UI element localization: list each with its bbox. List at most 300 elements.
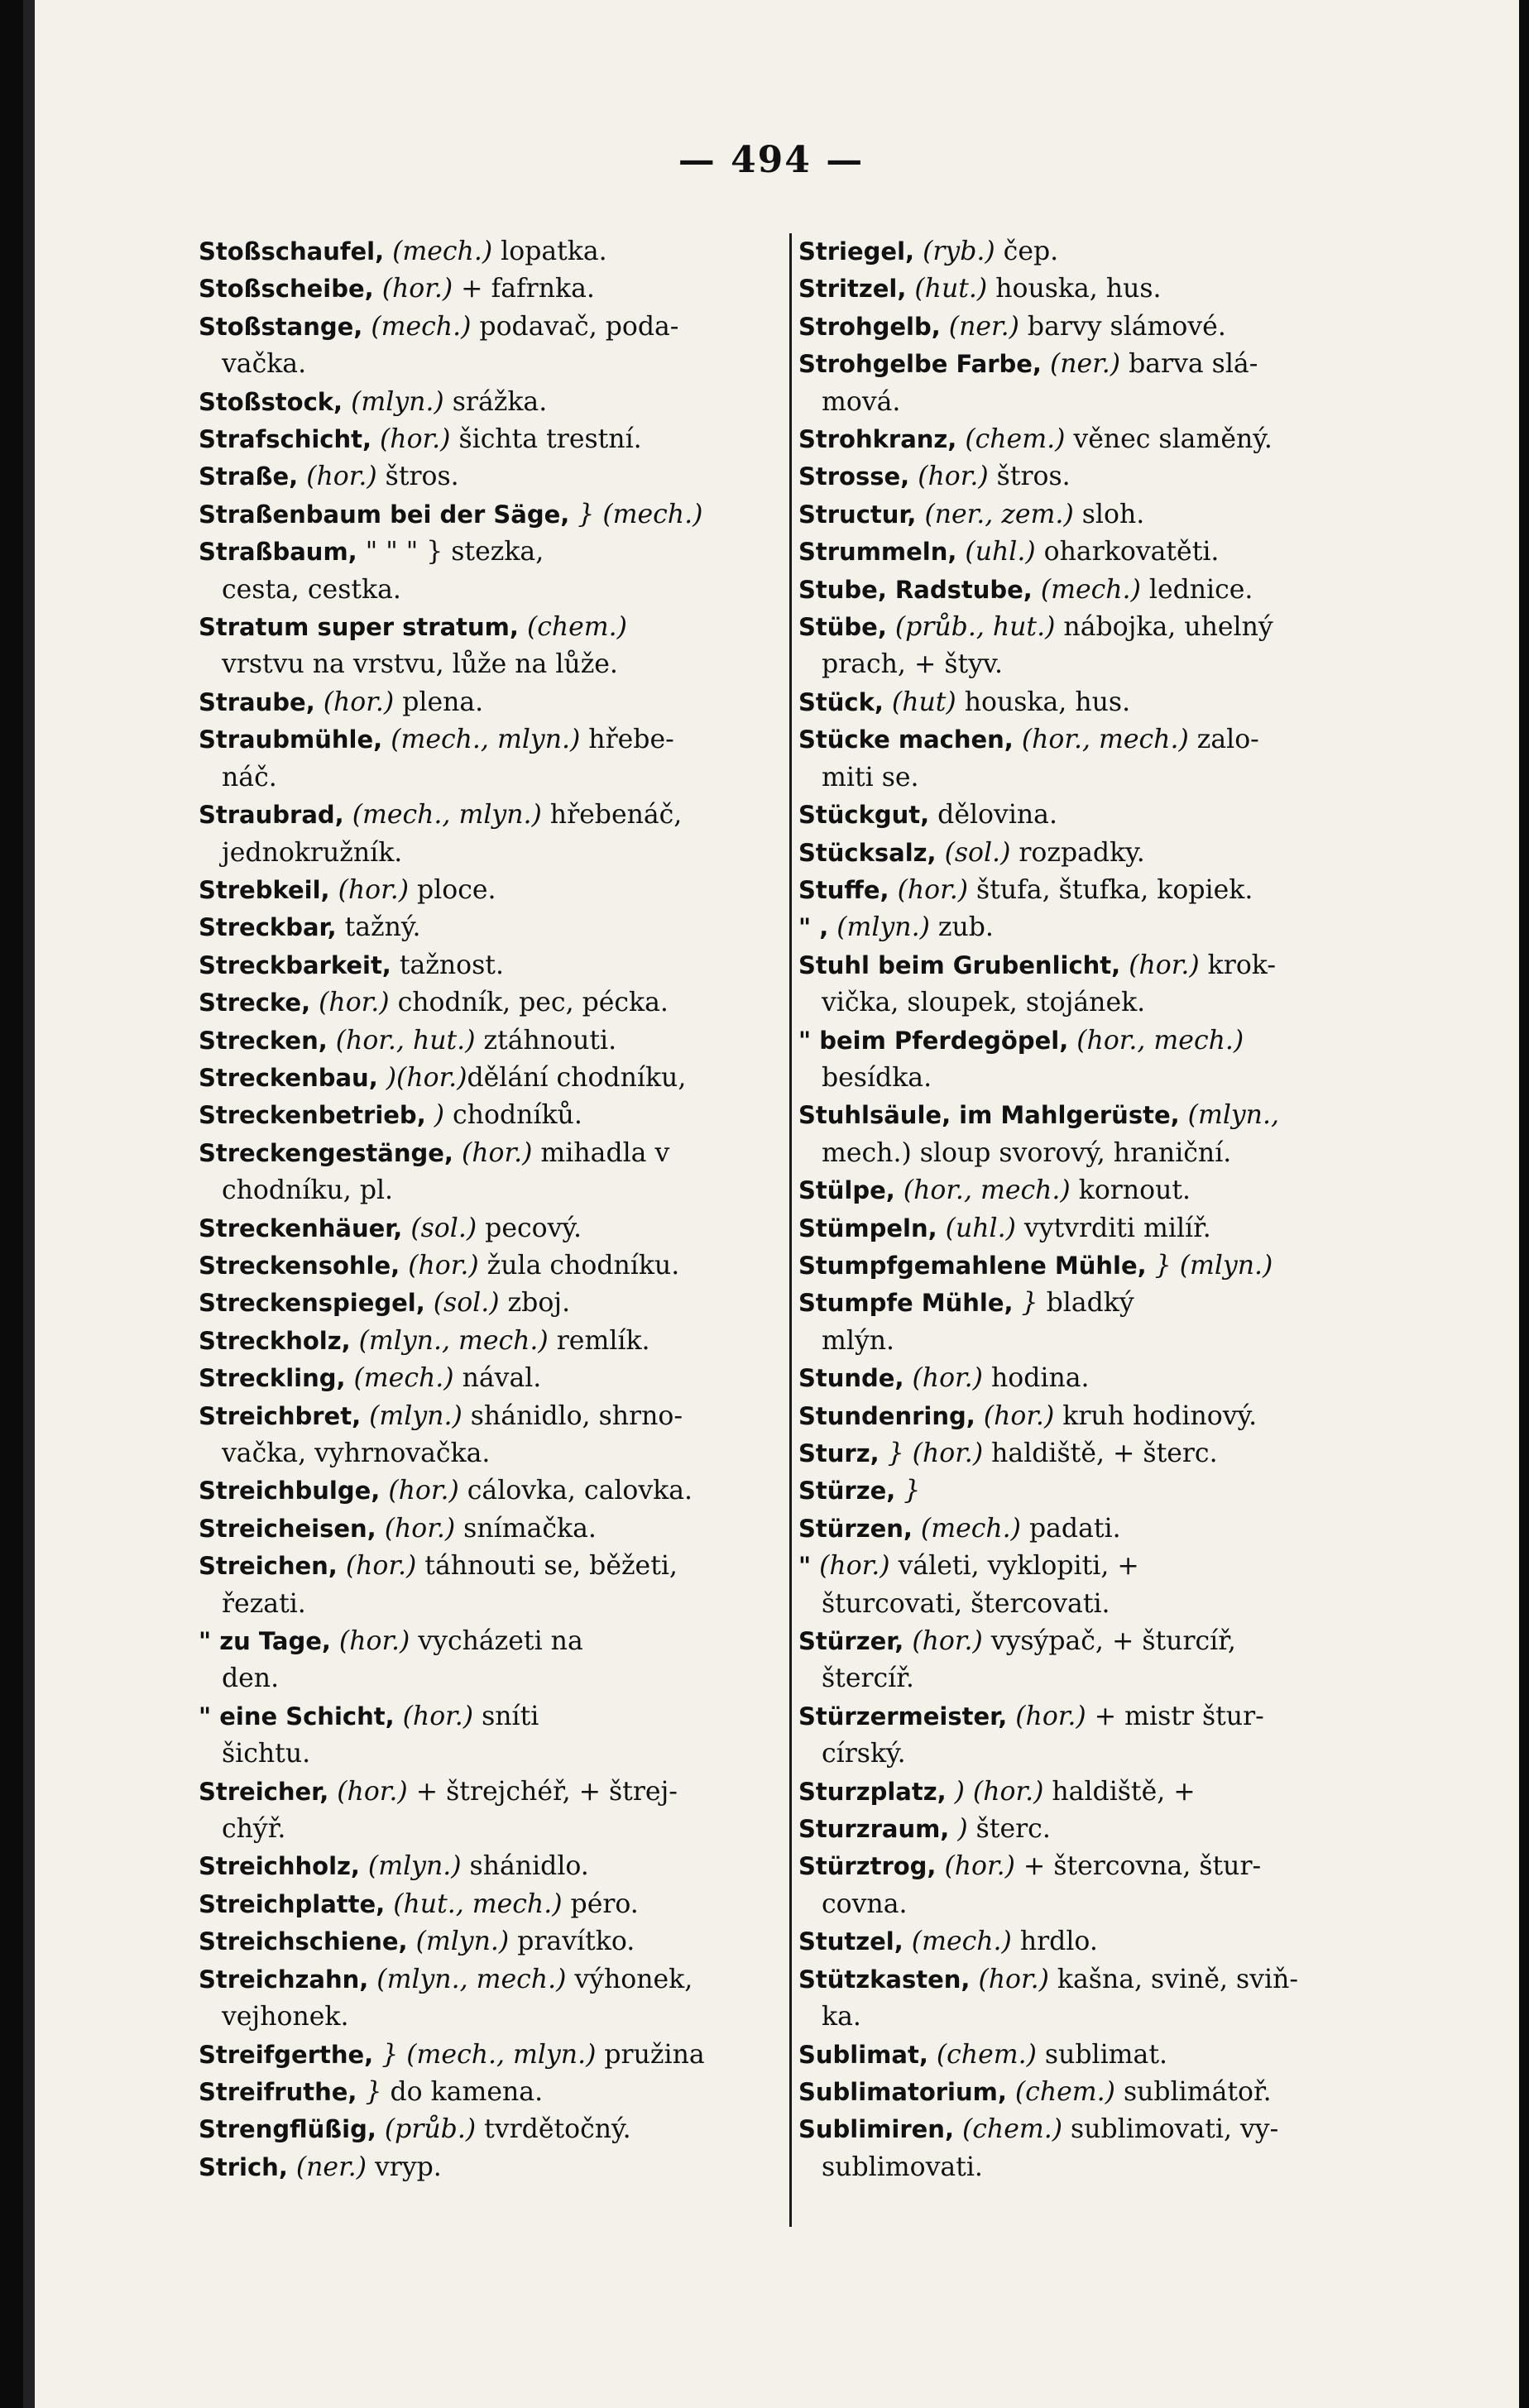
dictionary-entry xyxy=(798,1999,1412,2036)
entry-field-abbreviation: (sol.) xyxy=(410,1213,477,1243)
entry-headword: Sturzraum, xyxy=(798,1815,950,1844)
entry-headword: Stübe, xyxy=(798,613,887,642)
dictionary-entry xyxy=(199,1022,791,1060)
page-edge-shadow xyxy=(23,0,35,2408)
dictionary-entry xyxy=(798,1398,1412,1435)
entry-translation: bladký xyxy=(1038,1288,1134,1319)
entry-field-abbreviation: (mech.) xyxy=(1040,574,1141,605)
entry-headword: Strecken, xyxy=(199,1026,328,1055)
entry-translation: výhonek, xyxy=(566,1964,693,1994)
entry-translation: ztáhnouti. xyxy=(475,1025,617,1056)
dictionary-entry xyxy=(798,797,1412,834)
dictionary-entry xyxy=(798,1097,1412,1134)
entry-translation: + štercovna, štur- xyxy=(1014,1851,1262,1882)
dictionary-entry xyxy=(199,270,791,308)
entry-headword: " xyxy=(798,1552,812,1581)
dictionary-entry xyxy=(199,1360,791,1397)
entry-headword: Streichholz, xyxy=(199,1852,360,1881)
dictionary-entry xyxy=(199,1586,791,1623)
entry-headword: Streichschiene, xyxy=(199,1927,408,1956)
dictionary-entry xyxy=(798,1323,1412,1360)
dictionary-entry xyxy=(798,270,1412,308)
column-divider xyxy=(789,233,792,2227)
entry-translation: péro. xyxy=(562,1889,639,1919)
entry-field-abbreviation: (mech.) xyxy=(920,1513,1021,1544)
dictionary-entry xyxy=(199,1999,791,2036)
entry-field-abbreviation: (hor.) xyxy=(338,1626,410,1657)
entry-headword: Stritzel, xyxy=(798,275,907,304)
entry-translation: řezati. xyxy=(222,1588,306,1619)
dictionary-entry xyxy=(798,1172,1412,1209)
entry-field-abbreviation: (hor.) xyxy=(461,1137,533,1168)
dictionary-entry xyxy=(199,2037,791,2074)
entry-translation: kornout. xyxy=(1070,1175,1191,1206)
entry-translation: sníti xyxy=(473,1701,539,1731)
dictionary-entry xyxy=(798,346,1412,383)
dictionary-entry xyxy=(798,1510,1412,1548)
entry-field-abbreviation: (hor.) xyxy=(912,1626,983,1657)
entry-field-abbreviation: (hut., mech.) xyxy=(393,1889,563,1919)
entry-translation: sublimátoř. xyxy=(1114,2076,1272,2107)
entry-translation: barvy slámové. xyxy=(1019,311,1226,342)
entry-headword: Streichen, xyxy=(199,1552,338,1581)
entry-headword: Sturzplatz, xyxy=(798,1777,947,1806)
entry-translation: kašna, svině, sviň- xyxy=(1048,1964,1299,1994)
dictionary-entry xyxy=(199,1774,791,1811)
entry-translation: do kamena. xyxy=(381,2076,544,2107)
entry-field-abbreviation: (hor.) xyxy=(319,988,390,1018)
entry-translation: sublimovati, vy- xyxy=(1062,2114,1279,2145)
entry-field-abbreviation: )(hor.) xyxy=(386,1062,467,1093)
entry-translation: tažnost. xyxy=(399,950,504,980)
entry-field-abbreviation: (mlyn.) xyxy=(836,912,930,943)
dictionary-entry xyxy=(798,1247,1412,1285)
entry-headword: Stutzel, xyxy=(798,1927,903,1956)
dictionary-entry xyxy=(199,1923,791,1960)
entry-headword: Stoßscheibe, xyxy=(199,275,374,304)
entry-field-abbreviation: (ryb.) xyxy=(923,237,995,266)
dictionary-entry xyxy=(199,534,791,571)
entry-headword: Stücke machen, xyxy=(798,725,1014,754)
entry-field-abbreviation: (průb., hut.) xyxy=(894,612,1056,643)
entry-translation: } stezka, xyxy=(418,537,544,567)
entry-field-abbreviation: (hut.) xyxy=(914,274,988,304)
entry-field-abbreviation: (ner.) xyxy=(948,311,1019,342)
entry-field-abbreviation: (mlyn.) xyxy=(369,1400,463,1431)
dictionary-entry xyxy=(199,1135,791,1172)
entry-headword: Straubmühle, xyxy=(199,725,383,754)
dictionary-entry xyxy=(798,233,1412,270)
dictionary-entry xyxy=(798,1210,1412,1247)
dictionary-entry xyxy=(798,1698,1412,1735)
entry-translation: vrstvu na vrstvu, lůže na lůže. xyxy=(222,649,618,680)
dictionary-entry xyxy=(199,609,791,646)
entry-translation: plena. xyxy=(394,687,484,717)
entry-headword: Straube, xyxy=(199,687,315,716)
entry-translation: círský. xyxy=(822,1739,906,1769)
dictionary-entry xyxy=(798,2111,1412,2148)
entry-field-abbreviation: (hor.) xyxy=(381,274,453,304)
entry-field-abbreviation: (mech., mlyn.) xyxy=(391,725,581,755)
entry-translation: ploce. xyxy=(409,874,496,905)
entry-headword: Streckholz, xyxy=(199,1326,351,1355)
entry-translation: lopatka. xyxy=(492,237,607,266)
entry-headword: " , xyxy=(798,913,829,942)
dictionary-entry xyxy=(798,458,1412,495)
entry-translation: štufa, štufka, kopiek. xyxy=(968,874,1253,905)
dictionary-entry xyxy=(199,1735,791,1773)
entry-translation: hodina. xyxy=(982,1363,1090,1394)
dictionary-entry xyxy=(798,1961,1412,1999)
dictionary-entry xyxy=(199,1285,791,1322)
dictionary-entry xyxy=(798,2037,1412,2074)
entry-headword: Streckenhäuer, xyxy=(199,1214,403,1242)
entry-field-abbreviation: (hor., mech.) xyxy=(903,1175,1071,1206)
dictionary-entry xyxy=(798,1923,1412,1960)
entry-translation: barva slá- xyxy=(1120,349,1258,380)
dictionary-entry xyxy=(798,1135,1412,1172)
dictionary-entry xyxy=(798,909,1412,946)
dictionary-entry xyxy=(798,1886,1412,1923)
entry-field-abbreviation: (hor.) xyxy=(345,1551,417,1582)
entry-headword: Stülpe, xyxy=(798,1176,895,1205)
entry-headword: Strohgelbe Farbe, xyxy=(798,350,1042,379)
entry-translation: dělání chodníku, xyxy=(467,1062,687,1093)
entry-translation: podavač, poda- xyxy=(471,311,679,342)
page-number: — 494 — xyxy=(678,139,865,181)
entry-field-abbreviation: (hor.) xyxy=(918,462,989,492)
entry-headword: Streckbarkeit, xyxy=(199,950,391,979)
entry-headword: Streichzahn, xyxy=(199,1965,369,1994)
entry-field-abbreviation: (mlyn., mech.) xyxy=(358,1325,549,1356)
dictionary-page xyxy=(23,0,1519,2408)
entry-field-abbreviation: (hor.) xyxy=(337,1776,408,1807)
dictionary-entry xyxy=(798,1623,1412,1660)
entry-field-abbreviation: (hor., mech.) xyxy=(1076,1025,1244,1056)
left-column xyxy=(199,233,791,2401)
entry-headword: Stumpfe Mühle, xyxy=(798,1289,1014,1318)
entry-translation: štros. xyxy=(988,462,1071,492)
entry-translation: sloh. xyxy=(1073,499,1145,529)
entry-translation: věnec slaměný. xyxy=(1065,424,1273,455)
entry-translation: štercíř. xyxy=(822,1664,914,1694)
dictionary-entry xyxy=(798,759,1412,797)
entry-translation: ka. xyxy=(822,2002,861,2032)
dictionary-entry xyxy=(199,2074,791,2111)
entry-translation: sublimat. xyxy=(1036,2039,1168,2070)
entry-field-abbreviation: (hor.) xyxy=(944,1851,1015,1882)
entry-headword: Structur, xyxy=(798,500,917,529)
dictionary-entry xyxy=(798,309,1412,346)
entry-headword: " zu Tage, xyxy=(199,1627,331,1656)
entry-translation: cesta, cestka. xyxy=(222,574,401,605)
entry-field-abbreviation: (hor.) xyxy=(306,462,377,492)
dictionary-entry xyxy=(199,384,791,421)
entry-field-abbreviation: (hor.) xyxy=(978,1964,1049,1994)
entry-field-abbreviation: (hor.) xyxy=(338,874,410,905)
entry-translation: mihadla v xyxy=(532,1137,670,1168)
entry-headword: Stuhlsäule, im Mahlgerüste, xyxy=(798,1101,1180,1130)
entry-headword: Stürztrog, xyxy=(798,1852,937,1881)
entry-translation: prach, + štyv. xyxy=(822,649,1004,680)
entry-translation: chýř. xyxy=(222,1814,286,1845)
entry-translation: vička, sloupek, stojánek. xyxy=(822,988,1146,1018)
entry-headword: Straubrad, xyxy=(199,801,344,830)
entry-field-abbreviation: } xyxy=(1021,1288,1038,1319)
entry-headword: Stoßstange, xyxy=(199,312,363,341)
entry-field-abbreviation: (hor.) xyxy=(323,687,395,717)
dictionary-entry xyxy=(199,2149,791,2186)
entry-headword: Straßenbaum bei der Säge, xyxy=(199,500,570,529)
entry-translation: zub. xyxy=(929,912,994,943)
entry-translation: pecový. xyxy=(477,1213,582,1243)
dictionary-entry xyxy=(199,909,791,946)
entry-headword: Streifgerthe, xyxy=(199,2040,374,2069)
entry-field-abbreviation: (uhl.) xyxy=(945,1213,1016,1243)
entry-headword: Streckenbau, xyxy=(199,1063,378,1092)
entry-field-abbreviation: (chem.) xyxy=(965,424,1066,455)
entry-headword: Streicheisen, xyxy=(199,1514,376,1543)
entry-field-abbreviation: (hor.) xyxy=(897,874,969,905)
entry-translation: šterc. xyxy=(967,1814,1051,1845)
entry-translation: + fafrnka. xyxy=(453,274,595,304)
entry-translation: náč. xyxy=(222,762,277,792)
entry-field-abbreviation: (mech., mlyn.) xyxy=(352,800,542,831)
entry-translation: shánidlo. xyxy=(461,1851,589,1882)
dictionary-entry xyxy=(199,1623,791,1660)
entry-field-abbreviation: (mech.) xyxy=(353,1363,454,1394)
entry-translation: vryp. xyxy=(366,2152,442,2182)
entry-field-abbreviation: (sol.) xyxy=(433,1288,500,1319)
entry-translation: houska, hus. xyxy=(956,687,1131,717)
entry-field-abbreviation: (mech.) xyxy=(371,311,472,342)
entry-headword: Stützkasten, xyxy=(798,1965,971,1994)
entry-headword: " beim Pferdegöpel, xyxy=(798,1026,1069,1055)
entry-translation: cálovka, calovka. xyxy=(458,1476,693,1506)
entry-headword: Stümpeln, xyxy=(798,1214,937,1242)
entry-translation: šichta trestní. xyxy=(450,424,642,455)
entry-field-abbreviation: (hor.) xyxy=(388,1476,459,1506)
entry-translation: vytvrditi milíř. xyxy=(1015,1213,1211,1243)
entry-headword: Strecke, xyxy=(199,989,311,1017)
entry-translation: vysýpač, + šturcíř, xyxy=(982,1626,1236,1657)
dictionary-entry xyxy=(798,1022,1412,1060)
entry-field-abbreviation: (mlyn., mech.) xyxy=(376,1964,567,1994)
entry-field-abbreviation: (hor.) xyxy=(983,1400,1055,1431)
dictionary-entry xyxy=(199,721,791,759)
dictionary-entry xyxy=(798,1360,1412,1397)
dictionary-entry xyxy=(798,1660,1412,1697)
entry-field-abbreviation: (mlyn.) xyxy=(367,1851,462,1882)
dictionary-entry xyxy=(798,496,1412,534)
entry-field-abbreviation: (mlyn.) xyxy=(415,1927,510,1957)
entry-translation: den. xyxy=(222,1664,280,1694)
dictionary-entry xyxy=(199,947,791,984)
entry-headword: Strohkranz, xyxy=(798,425,957,454)
dictionary-entry xyxy=(798,1548,1412,1585)
entry-field-abbreviation: (chem.) xyxy=(961,2114,1063,2145)
entry-translation: hřebenáč, xyxy=(541,800,683,831)
dictionary-entry xyxy=(798,646,1412,683)
entry-field-abbreviation: } (mech.) xyxy=(578,499,703,529)
entry-translation: vycházeti na xyxy=(410,1626,583,1657)
entry-translation: šturcovati, štercovati. xyxy=(822,1588,1110,1619)
entry-field-abbreviation: (chem.) xyxy=(526,612,627,643)
entry-field-abbreviation: " " " xyxy=(365,537,419,567)
entry-headword: Streicher, xyxy=(199,1777,329,1806)
entry-headword: Stückgut, xyxy=(798,801,930,830)
entry-translation: tažný. xyxy=(344,912,421,943)
entry-translation: krok- xyxy=(1199,950,1276,980)
entry-translation: mlýn. xyxy=(822,1325,895,1356)
dictionary-entry xyxy=(798,384,1412,421)
dictionary-entry xyxy=(199,1172,791,1209)
entry-headword: Streckengestänge, xyxy=(199,1138,453,1167)
entry-headword: Streichplatte, xyxy=(199,1889,386,1918)
dictionary-entry xyxy=(199,759,791,797)
dictionary-entry xyxy=(798,534,1412,571)
entry-translation: táhnouti se, běžeti, xyxy=(416,1551,678,1582)
entry-field-abbreviation: } xyxy=(903,1476,921,1506)
dictionary-entry xyxy=(798,1811,1412,1848)
entry-headword: Straßbaum, xyxy=(199,538,357,567)
entry-translation: shánidlo, shrno- xyxy=(462,1400,683,1431)
dictionary-entry xyxy=(798,572,1412,609)
entry-field-abbreviation: (uhl.) xyxy=(965,537,1036,567)
entry-translation: oharkovatěti. xyxy=(1035,537,1220,567)
entry-headword: Stratum super stratum, xyxy=(199,613,519,642)
entry-headword: Streichbret, xyxy=(199,1401,362,1430)
entry-translation: jednokružník. xyxy=(222,837,403,868)
entry-headword: Sublimiren, xyxy=(798,2115,954,2144)
entry-headword: " eine Schicht, xyxy=(199,1702,395,1731)
dictionary-entry xyxy=(199,421,791,458)
dictionary-entry xyxy=(199,309,791,346)
entry-headword: Stumpfgemahlene Mühle, xyxy=(798,1251,1147,1280)
dictionary-entry xyxy=(798,421,1412,458)
dictionary-entry xyxy=(199,835,791,872)
entry-field-abbreviation: ) xyxy=(434,1100,445,1131)
dictionary-entry xyxy=(199,496,791,534)
entry-translation: rozpadky. xyxy=(1010,837,1145,868)
dictionary-entry xyxy=(798,984,1412,1022)
entry-translation: pružina xyxy=(596,2039,705,2070)
dictionary-entry xyxy=(199,2111,791,2148)
entry-translation: zboj. xyxy=(499,1288,571,1319)
entry-translation: chodníků. xyxy=(444,1100,582,1131)
right-column xyxy=(798,233,1412,2401)
entry-translation: padati. xyxy=(1020,1513,1121,1544)
entry-headword: Stürzer, xyxy=(798,1627,904,1656)
dictionary-entry xyxy=(798,1586,1412,1623)
entry-headword: Stuhl beim Grubenlicht, xyxy=(798,950,1121,979)
entry-translation: srážka. xyxy=(443,386,548,417)
entry-field-abbreviation: (hor.) xyxy=(384,1513,456,1544)
entry-headword: Streckenbetrieb, xyxy=(199,1101,426,1130)
entry-field-abbreviation: (hor.) xyxy=(408,1250,479,1281)
entry-field-abbreviation: (hor.) xyxy=(912,1363,983,1394)
entry-field-abbreviation: (hor.) xyxy=(819,1551,890,1582)
dictionary-entry xyxy=(199,1660,791,1697)
entry-translation: chodníku, pl. xyxy=(222,1175,394,1206)
dictionary-entry xyxy=(199,458,791,495)
entry-translation: remlík. xyxy=(548,1325,650,1356)
entry-field-abbreviation: (mlyn., xyxy=(1187,1100,1279,1131)
entry-headword: Stunde, xyxy=(798,1364,904,1393)
entry-field-abbreviation: (hut) xyxy=(891,687,956,717)
entry-translation: nábojka, uhelný xyxy=(1055,612,1273,643)
dictionary-entry xyxy=(798,609,1412,646)
dictionary-entry xyxy=(798,1285,1412,1322)
entry-translation: covna. xyxy=(822,1889,908,1919)
entry-translation: čep. xyxy=(995,237,1059,266)
dictionary-entry xyxy=(199,1510,791,1548)
entry-translation: vačka, vyhrnovačka. xyxy=(222,1439,491,1468)
entry-translation: pravítko. xyxy=(509,1927,635,1957)
entry-translation: žula chodníku. xyxy=(478,1250,680,1281)
entry-translation: zalo- xyxy=(1188,725,1259,755)
dictionary-entry xyxy=(798,872,1412,909)
dictionary-entry xyxy=(199,1398,791,1435)
entry-field-abbreviation: (mech.) xyxy=(911,1927,1012,1957)
dictionary-entry xyxy=(199,1698,791,1735)
dictionary-entry xyxy=(798,1435,1412,1472)
entry-headword: Strummeln, xyxy=(798,538,957,567)
entry-field-abbreviation: (hor.) xyxy=(1129,950,1200,980)
dictionary-entry xyxy=(199,233,791,270)
entry-translation: dělovina. xyxy=(937,800,1057,831)
entry-translation: mech.) sloup svorový, hraniční. xyxy=(822,1137,1232,1168)
entry-field-abbreviation: (mech.) xyxy=(392,237,493,266)
dictionary-entry xyxy=(199,1097,791,1134)
entry-field-abbreviation: (hor., hut.) xyxy=(335,1025,476,1056)
entry-headword: Stoßschaufel, xyxy=(199,237,385,266)
entry-headword: Stück, xyxy=(798,687,884,716)
entry-headword: Sublimat, xyxy=(798,2040,928,2069)
entry-translation: vejhonek. xyxy=(222,2002,349,2032)
entry-field-abbreviation: (ner.) xyxy=(295,2152,367,2182)
entry-field-abbreviation: } (mech., mlyn.) xyxy=(381,2039,597,2070)
entry-headword: Strosse, xyxy=(798,462,910,491)
entry-headword: Strafschicht, xyxy=(199,425,371,454)
dictionary-entry xyxy=(798,1774,1412,1811)
dictionary-entry xyxy=(798,721,1412,759)
dictionary-entry xyxy=(798,1848,1412,1885)
entry-translation: + štrejchéř, + štrej- xyxy=(407,1776,678,1807)
entry-headword: Stürzermeister, xyxy=(798,1702,1008,1731)
dictionary-entry xyxy=(199,1961,791,1999)
dictionary-entry xyxy=(199,1472,791,1510)
dictionary-entry xyxy=(199,1886,791,1923)
entry-headword: Stürzen, xyxy=(798,1514,913,1543)
entry-field-abbreviation: ) xyxy=(957,1814,968,1845)
dictionary-entry xyxy=(199,984,791,1022)
entry-translation: štros. xyxy=(376,462,459,492)
entry-headword: Striegel, xyxy=(798,237,915,266)
entry-translation: + mistr štur- xyxy=(1086,1701,1264,1731)
dictionary-entry xyxy=(199,1548,791,1585)
entry-headword: Streckensohle, xyxy=(199,1251,400,1280)
entry-field-abbreviation: } (hor.) xyxy=(887,1439,984,1468)
entry-translation: miti se. xyxy=(822,762,919,792)
entry-translation: chodník, pec, pécka. xyxy=(389,988,669,1018)
entry-field-abbreviation: (chem.) xyxy=(936,2039,1037,2070)
entry-headword: Streckling, xyxy=(199,1364,346,1393)
dictionary-entry xyxy=(199,572,791,609)
entry-translation: šichtu. xyxy=(222,1739,311,1769)
entry-headword: Strich, xyxy=(199,2152,288,2181)
entry-translation: haldiště, + xyxy=(1043,1776,1196,1807)
